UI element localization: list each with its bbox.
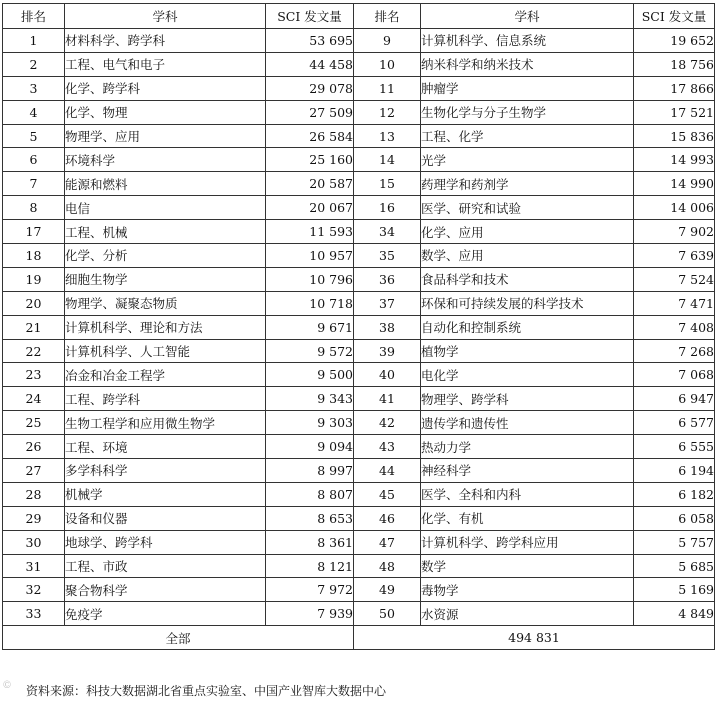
right-rank-cell: 9 — [354, 29, 421, 53]
right-rank-cell: 37 — [354, 291, 421, 315]
left-count-cell: 8 121 — [266, 554, 354, 578]
right-subject-cell: 毒物学 — [421, 578, 634, 602]
right-count-cell: 17 521 — [634, 100, 715, 124]
left-subject-cell: 工程、电气和电子 — [65, 52, 266, 76]
right-rank-cell: 46 — [354, 506, 421, 530]
right-rank-cell: 10 — [354, 52, 421, 76]
left-subject-cell: 物理学、应用 — [65, 124, 266, 148]
left-subject-cell: 工程、跨学科 — [65, 387, 266, 411]
left-rank-cell: 21 — [3, 315, 65, 339]
right-rank-cell: 41 — [354, 387, 421, 411]
right-rank-cell: 14 — [354, 148, 421, 172]
table-row — [3, 459, 715, 483]
total-row — [3, 626, 715, 650]
left-subject-cell: 工程、环境 — [65, 435, 266, 459]
left-subject-cell: 冶金和冶金工程学 — [65, 363, 266, 387]
right-subject-cell: 化学、应用 — [421, 220, 634, 244]
table-row — [3, 482, 715, 506]
right-count-cell: 14 990 — [634, 172, 715, 196]
left-count-cell: 9 094 — [266, 435, 354, 459]
right-rank-cell: 44 — [354, 459, 421, 483]
right-count-cell: 6 555 — [634, 435, 715, 459]
left-rank-cell: 20 — [3, 291, 65, 315]
left-subject-cell: 细胞生物学 — [65, 267, 266, 291]
table-row — [3, 602, 715, 626]
table-row — [3, 387, 715, 411]
left-count-cell: 29 078 — [266, 76, 354, 100]
left-rank-cell: 30 — [3, 530, 65, 554]
header-rank: 排名 — [354, 4, 421, 29]
right-subject-cell: 水资源 — [421, 602, 634, 626]
left-subject-cell: 机械学 — [65, 482, 266, 506]
watermark-logo: © — [2, 680, 12, 691]
right-subject-cell: 肿瘤学 — [421, 76, 634, 100]
table-row — [3, 196, 715, 220]
right-rank-cell: 45 — [354, 482, 421, 506]
right-count-cell: 7 268 — [634, 339, 715, 363]
right-rank-cell: 43 — [354, 435, 421, 459]
left-count-cell: 9 303 — [266, 411, 354, 435]
table-row — [3, 339, 715, 363]
left-count-cell: 9 343 — [266, 387, 354, 411]
right-rank-cell: 16 — [354, 196, 421, 220]
left-rank-cell: 8 — [3, 196, 65, 220]
left-count-cell: 44 458 — [266, 52, 354, 76]
left-count-cell: 8 997 — [266, 459, 354, 483]
right-subject-cell: 食品科学和技术 — [421, 267, 634, 291]
left-count-cell: 9 500 — [266, 363, 354, 387]
right-subject-cell: 计算机科学、跨学科应用 — [421, 530, 634, 554]
header-subject: 学科 — [421, 4, 634, 29]
right-rank-cell: 50 — [354, 602, 421, 626]
right-count-cell: 14 993 — [634, 148, 715, 172]
left-rank-cell: 23 — [3, 363, 65, 387]
left-rank-cell: 1 — [3, 29, 65, 53]
right-count-cell: 6 182 — [634, 482, 715, 506]
right-subject-cell: 数学、应用 — [421, 244, 634, 268]
right-count-cell: 14 006 — [634, 196, 715, 220]
right-rank-cell: 11 — [354, 76, 421, 100]
table-row — [3, 52, 715, 76]
right-rank-cell: 15 — [354, 172, 421, 196]
sci-ranking-table — [2, 3, 715, 650]
right-count-cell: 7 639 — [634, 244, 715, 268]
left-rank-cell: 29 — [3, 506, 65, 530]
table-row — [3, 148, 715, 172]
left-rank-cell: 32 — [3, 578, 65, 602]
right-subject-cell: 神经科学 — [421, 459, 634, 483]
right-rank-cell: 38 — [354, 315, 421, 339]
right-count-cell: 5 757 — [634, 530, 715, 554]
table-row — [3, 578, 715, 602]
header-count: SCI 发文量 — [634, 4, 715, 29]
right-subject-cell: 热动力学 — [421, 435, 634, 459]
left-rank-cell: 4 — [3, 100, 65, 124]
left-subject-cell: 多学科科学 — [65, 459, 266, 483]
right-count-cell: 5 169 — [634, 578, 715, 602]
table-row — [3, 267, 715, 291]
left-rank-cell: 2 — [3, 52, 65, 76]
left-count-cell: 7 939 — [266, 602, 354, 626]
left-subject-cell: 免疫学 — [65, 602, 266, 626]
left-count-cell: 11 593 — [266, 220, 354, 244]
left-rank-cell: 26 — [3, 435, 65, 459]
left-rank-cell: 7 — [3, 172, 65, 196]
header-count: SCI 发文量 — [266, 4, 354, 29]
table-row — [3, 411, 715, 435]
left-rank-cell: 6 — [3, 148, 65, 172]
table-row — [3, 291, 715, 315]
left-rank-cell: 28 — [3, 482, 65, 506]
right-rank-cell: 49 — [354, 578, 421, 602]
right-rank-cell: 47 — [354, 530, 421, 554]
table-header-row — [3, 4, 715, 29]
left-subject-cell: 计算机科学、理论和方法 — [65, 315, 266, 339]
left-count-cell: 27 509 — [266, 100, 354, 124]
right-count-cell: 17 866 — [634, 76, 715, 100]
table-row — [3, 100, 715, 124]
right-rank-cell: 40 — [354, 363, 421, 387]
right-subject-cell: 环保和可持续发展的科学技术 — [421, 291, 634, 315]
right-rank-cell: 35 — [354, 244, 421, 268]
table-row — [3, 29, 715, 53]
right-count-cell: 4 849 — [634, 602, 715, 626]
right-subject-cell: 医学、全科和内科 — [421, 482, 634, 506]
right-subject-cell: 电化学 — [421, 363, 634, 387]
table-row — [3, 363, 715, 387]
left-subject-cell: 聚合物科学 — [65, 578, 266, 602]
left-rank-cell: 31 — [3, 554, 65, 578]
left-rank-cell: 5 — [3, 124, 65, 148]
right-count-cell: 19 652 — [634, 29, 715, 53]
table-row — [3, 76, 715, 100]
left-rank-cell: 24 — [3, 387, 65, 411]
right-count-cell: 7 902 — [634, 220, 715, 244]
left-count-cell: 10 796 — [266, 267, 354, 291]
right-count-cell: 7 524 — [634, 267, 715, 291]
right-rank-cell: 39 — [354, 339, 421, 363]
right-subject-cell: 遗传学和遗传性 — [421, 411, 634, 435]
total-label: 全部 — [3, 626, 354, 650]
right-rank-cell: 36 — [354, 267, 421, 291]
table-row — [3, 530, 715, 554]
left-count-cell: 8 807 — [266, 482, 354, 506]
left-rank-cell: 27 — [3, 459, 65, 483]
right-count-cell: 7 471 — [634, 291, 715, 315]
right-subject-cell: 计算机科学、信息系统 — [421, 29, 634, 53]
header-rank: 排名 — [3, 4, 65, 29]
right-count-cell: 6 194 — [634, 459, 715, 483]
left-rank-cell: 17 — [3, 220, 65, 244]
left-subject-cell: 工程、市政 — [65, 554, 266, 578]
left-count-cell: 10 957 — [266, 244, 354, 268]
left-count-cell: 53 695 — [266, 29, 354, 53]
left-subject-cell: 化学、物理 — [65, 100, 266, 124]
right-subject-cell: 医学、研究和试验 — [421, 196, 634, 220]
left-count-cell: 20 067 — [266, 196, 354, 220]
left-count-cell: 25 160 — [266, 148, 354, 172]
right-rank-cell: 12 — [354, 100, 421, 124]
left-subject-cell: 材料科学、跨学科 — [65, 29, 266, 53]
right-subject-cell: 数学 — [421, 554, 634, 578]
table-row — [3, 124, 715, 148]
left-count-cell: 7 972 — [266, 578, 354, 602]
right-subject-cell: 工程、化学 — [421, 124, 634, 148]
table-row — [3, 244, 715, 268]
right-count-cell: 6 058 — [634, 506, 715, 530]
left-rank-cell: 18 — [3, 244, 65, 268]
right-subject-cell: 自动化和控制系统 — [421, 315, 634, 339]
left-rank-cell: 33 — [3, 602, 65, 626]
left-subject-cell: 地球学、跨学科 — [65, 530, 266, 554]
left-rank-cell: 25 — [3, 411, 65, 435]
left-count-cell: 9 572 — [266, 339, 354, 363]
left-count-cell: 9 671 — [266, 315, 354, 339]
left-rank-cell: 3 — [3, 76, 65, 100]
right-subject-cell: 物理学、跨学科 — [421, 387, 634, 411]
right-count-cell: 6 947 — [634, 387, 715, 411]
right-rank-cell: 48 — [354, 554, 421, 578]
table-row — [3, 506, 715, 530]
left-subject-cell: 电信 — [65, 196, 266, 220]
left-count-cell: 26 584 — [266, 124, 354, 148]
table-row — [3, 220, 715, 244]
left-count-cell: 20 587 — [266, 172, 354, 196]
table-row — [3, 554, 715, 578]
left-count-cell: 10 718 — [266, 291, 354, 315]
left-subject-cell: 化学、分析 — [65, 244, 266, 268]
left-subject-cell: 环境科学 — [65, 148, 266, 172]
right-subject-cell: 化学、有机 — [421, 506, 634, 530]
right-subject-cell: 生物化学与分子生物学 — [421, 100, 634, 124]
right-subject-cell: 纳米科学和纳米技术 — [421, 52, 634, 76]
right-subject-cell: 植物学 — [421, 339, 634, 363]
left-subject-cell: 工程、机械 — [65, 220, 266, 244]
left-count-cell: 8 361 — [266, 530, 354, 554]
table-body — [3, 29, 715, 626]
right-count-cell: 7 068 — [634, 363, 715, 387]
table-row — [3, 172, 715, 196]
table-row — [3, 315, 715, 339]
left-rank-cell: 22 — [3, 339, 65, 363]
right-count-cell: 15 836 — [634, 124, 715, 148]
left-rank-cell: 19 — [3, 267, 65, 291]
left-subject-cell: 生物工程学和应用微生物学 — [65, 411, 266, 435]
total-value: 494 831 — [354, 626, 715, 650]
left-count-cell: 8 653 — [266, 506, 354, 530]
source-note: 资料来源：科技大数据湖北省重点实验室、中国产业智库大数据中心 — [26, 684, 387, 698]
left-subject-cell: 能源和燃料 — [65, 172, 266, 196]
header-subject: 学科 — [65, 4, 266, 29]
left-subject-cell: 化学、跨学科 — [65, 76, 266, 100]
table-row — [3, 435, 715, 459]
right-rank-cell: 34 — [354, 220, 421, 244]
right-rank-cell: 42 — [354, 411, 421, 435]
right-count-cell: 6 577 — [634, 411, 715, 435]
right-count-cell: 7 408 — [634, 315, 715, 339]
left-subject-cell: 物理学、凝聚态物质 — [65, 291, 266, 315]
right-subject-cell: 药理学和药剂学 — [421, 172, 634, 196]
right-count-cell: 5 685 — [634, 554, 715, 578]
right-subject-cell: 光学 — [421, 148, 634, 172]
right-count-cell: 18 756 — [634, 52, 715, 76]
left-subject-cell: 计算机科学、人工智能 — [65, 339, 266, 363]
left-subject-cell: 设备和仪器 — [65, 506, 266, 530]
right-rank-cell: 13 — [354, 124, 421, 148]
